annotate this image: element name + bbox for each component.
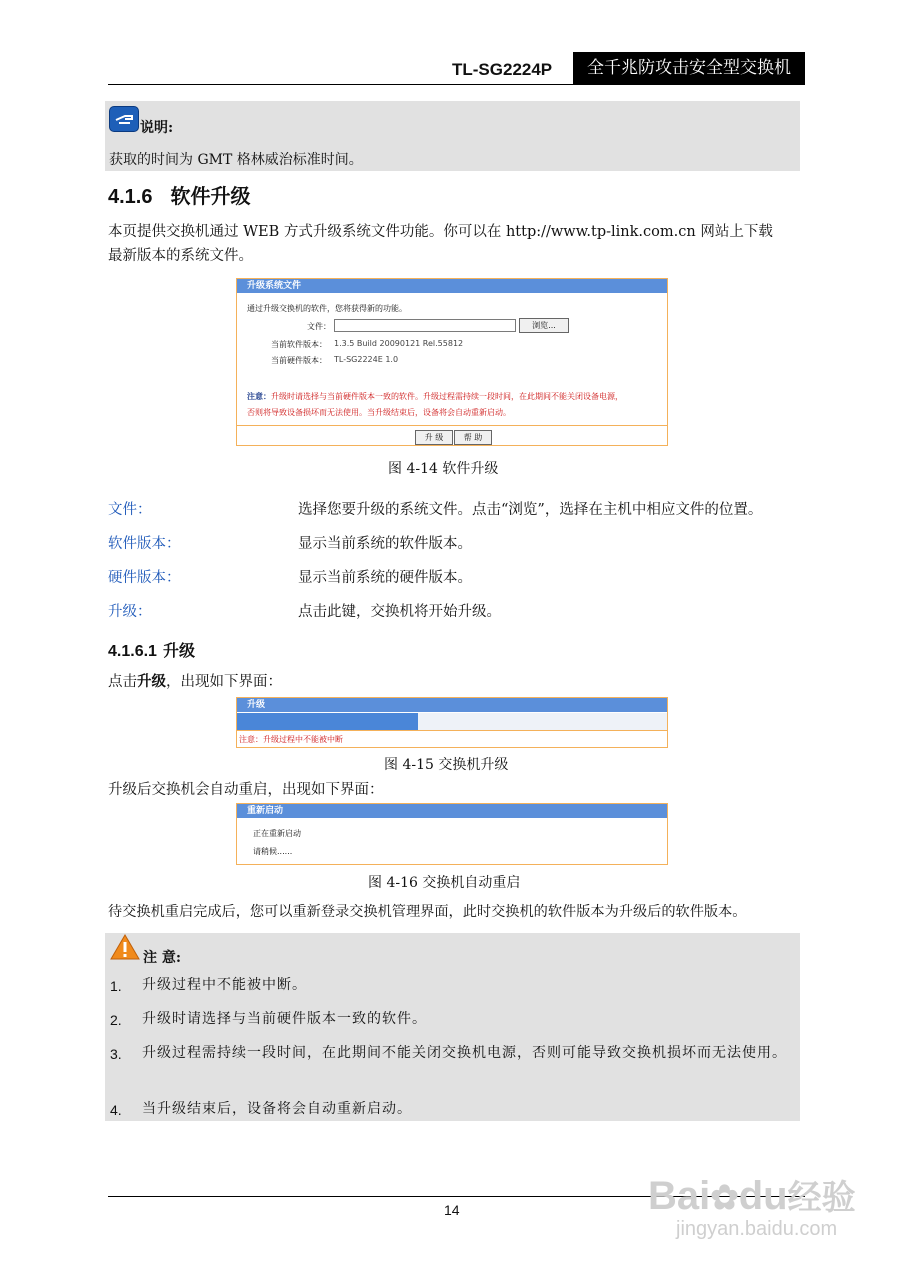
software-version-label: 当前软件版本： (271, 340, 327, 349)
hardware-version-value: TL-SG2224E 1.0 (334, 355, 399, 364)
section-intro-line1: 本页提供交换机通过 WEB 方式升级系统文件功能。你可以在 http://www.tp-link.com.cn 网站上下载 (108, 224, 773, 240)
dialog-warning-line1: 注意：升级时请选择与当前硬件版本一致的软件。升级过程需持续一段时间，在此期间不能关闭设备电源， (247, 392, 623, 401)
subsection-heading: 4.1.6.1 升级 (108, 641, 195, 660)
list-number: 2. (110, 1012, 122, 1028)
definition-term: 升级： (108, 604, 152, 620)
watermark-logo: Bai✿du经验 (648, 1174, 856, 1218)
restart-line1: 正在重新启动 (253, 829, 301, 838)
file-input[interactable] (334, 319, 516, 332)
upgrade-button[interactable]: 升 级 (415, 430, 453, 445)
note-title: 说明: (140, 120, 174, 136)
list-item: 升级过程中不能被中断。 (142, 977, 307, 993)
restart-dialog (236, 803, 668, 865)
note-box (105, 101, 800, 171)
list-item: 当升级结束后，设备将会自动重新启动。 (142, 1101, 412, 1117)
warning-icon (110, 934, 140, 964)
pointing-hand-icon (109, 106, 139, 132)
progress-track (237, 713, 667, 730)
definition-desc: 显示当前系统的硬件版本。 (298, 570, 472, 586)
subsection-intro: 点击升级，出现如下界面： (108, 673, 282, 690)
figure-caption-14: 图 4-14 软件升级 (388, 461, 499, 477)
list-item: 升级过程需持续一段时间，在此期间不能关闭交换机电源，否则可能导致交换机损坏而无法使用。 (142, 1045, 787, 1061)
dialog-divider (237, 730, 667, 731)
list-item: 升级时请选择与当前硬件版本一致的软件。 (142, 1011, 427, 1027)
upgrade-dialog (236, 278, 668, 446)
section-intro-line2: 最新版本的系统文件。 (108, 248, 253, 264)
dialog-title: 升级系统文件 (237, 279, 667, 293)
section-heading: 4.1.6 软件升级 (108, 184, 251, 208)
definition-desc: 选择您要升级的系统文件。点击“浏览”，选择在主机中相应文件的位置。 (298, 502, 763, 518)
definition-desc: 点击此键，交换机将开始升级。 (298, 604, 501, 620)
paw-icon: ✿ (710, 1179, 739, 1217)
dialog-title: 升级 (237, 698, 667, 712)
warning-title: 注 意: (143, 950, 182, 966)
figure-caption-15: 图 4-15 交换机升级 (384, 757, 509, 773)
list-number: 1. (110, 978, 122, 994)
header-model: TL-SG2224P (452, 60, 553, 79)
hardware-version-label: 当前硬件版本： (271, 356, 327, 365)
after-upgrade-text: 升级后交换机会自动重启，出现如下界面： (108, 782, 384, 798)
definition-term: 软件版本： (108, 536, 181, 552)
dialog-intro: 通过升级交换机的软件，您将获得新的功能。 (247, 304, 407, 313)
list-number: 4. (110, 1102, 122, 1118)
progress-warning: 注意：升级过程中不能被中断 (239, 735, 343, 744)
header-divider (108, 84, 805, 85)
definition-desc: 显示当前系统的软件版本。 (298, 536, 472, 552)
help-button[interactable]: 帮 助 (454, 430, 492, 445)
after-restart-text: 待交换机重启完成后，您可以重新登录交换机管理界面，此时交换机的软件版本为升级后的软件版本。 (108, 904, 747, 920)
dialog-title: 重新启动 (237, 804, 667, 818)
page-number: 14 (444, 1202, 460, 1218)
dialog-warning-line2: 否则将导致设备损坏而无法使用。当升级结束后，设备将会自动重新启动。 (247, 408, 511, 417)
watermark-url: jingyan.baidu.com (676, 1218, 838, 1240)
software-version-value: 1.3.5 Build 20090121 Rel.55812 (334, 339, 464, 348)
list-number: 3. (110, 1046, 122, 1062)
definition-term: 文件： (108, 502, 152, 518)
note-text: 获取的时间为 GMT 格林威治标准时间。 (109, 152, 363, 168)
browse-button[interactable]: 浏览... (519, 318, 569, 333)
dialog-divider (237, 425, 667, 426)
figure-caption-16: 图 4-16 交换机自动重启 (368, 875, 521, 891)
header-title: 全千兆防攻击安全型交换机 (573, 52, 805, 84)
restart-line2: 请稍候...... (253, 847, 293, 856)
file-label: 文件： (307, 322, 331, 331)
progress-fill (237, 713, 418, 730)
upgrade-progress-dialog (236, 697, 668, 748)
definition-term: 硬件版本： (108, 570, 181, 586)
